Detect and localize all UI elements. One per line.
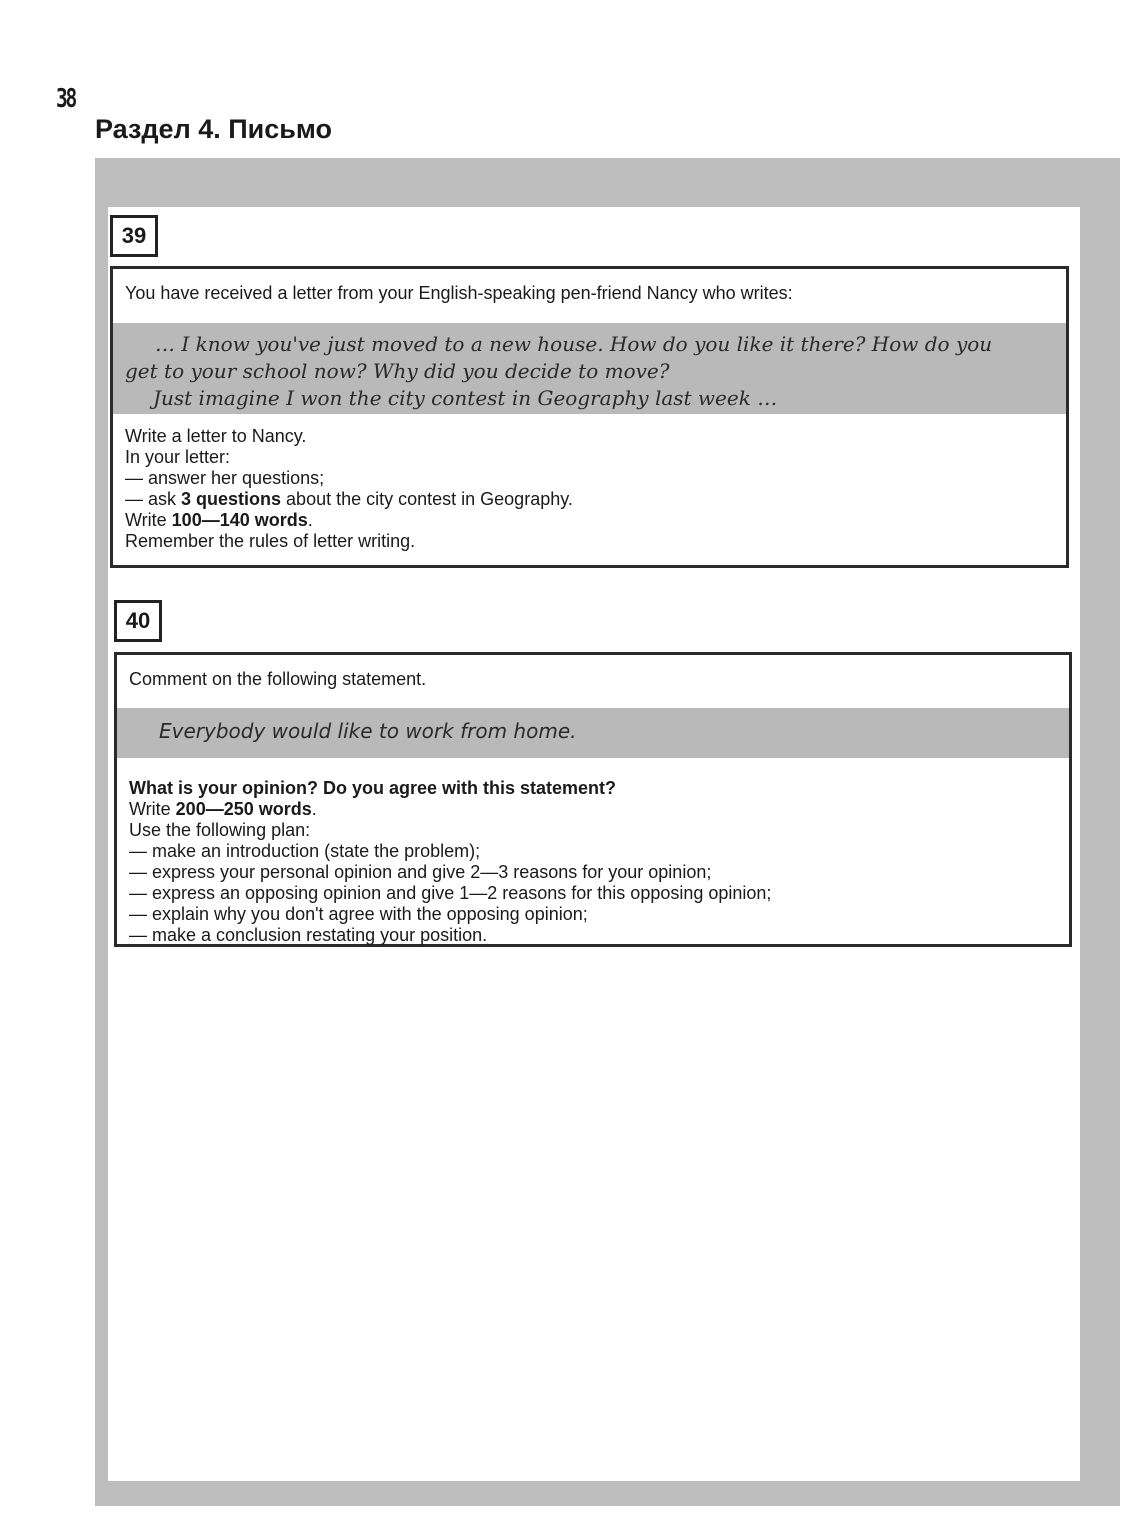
task-39-instr-1: Write a letter to Nancy. (125, 426, 307, 446)
task-40-words-post: . (311, 799, 317, 819)
task-40-plan-item: — express your personal opinion and give 2—3 reasons for your opinion; (129, 862, 712, 882)
task-39-instr-4-bold: 3 questions (181, 489, 282, 509)
task-40-box (114, 652, 1072, 947)
task-39-instr-4 (125, 489, 1054, 510)
task-40-intro: Comment on the following statement. (129, 669, 427, 689)
task-40-plan-item: — make a conclusion restating your position. (129, 925, 488, 945)
page-number: 38 (56, 84, 75, 114)
task-39-number: 39 (110, 215, 158, 257)
task-39-instr-4-pre: — ask (125, 489, 182, 509)
task-40-plan-item: — express an opposing opinion and give 1—2 reasons for this opposing opinion; (129, 883, 772, 903)
task-39-quote-line-1: … I know you've just moved to a new house. How do you like it there? How do you (155, 332, 993, 356)
task-40-words-pre: Write (129, 799, 176, 819)
task-40-plan-item: — make an introduction (state the problem); (129, 841, 481, 861)
task-39-quote (113, 323, 1066, 414)
task-39-instr-5-post: . (307, 510, 313, 530)
task-40-words-bold: 200—250 words (175, 799, 312, 819)
task-40-question: What is your opinion? Do you agree with this statement? (129, 778, 617, 798)
task-39-instructions (113, 414, 1066, 552)
task-40-quote: Everybody would like to work from home. (117, 708, 1069, 758)
task-39-instr-3: — answer her questions; (125, 468, 325, 488)
task-39-intro: You have received a letter from your English-speaking pen-friend Nancy who writes: (125, 283, 793, 303)
task-39-instr-6: Remember the rules of letter writing. (125, 531, 416, 551)
task-40-plan-intro: Use the following plan: (129, 820, 311, 840)
task-40-words (129, 799, 1057, 820)
task-39-quote-line-3: Just imagine I won the city contest in Geography last week … (153, 386, 778, 410)
task-40-number: 40 (114, 600, 162, 642)
task-39-instr-5-bold: 100—140 words (171, 510, 308, 530)
task-39-instr-2: In your letter: (125, 447, 231, 467)
task-39-instr-5 (125, 510, 1054, 531)
task-39-instr-5-pre: Write (125, 510, 172, 530)
task-40-plan-item: — explain why you don't agree with the opposing opinion; (129, 904, 588, 924)
task-39-quote-line-2: get to your school now? Why did you decide to move? (125, 359, 670, 383)
section-title: Раздел 4. Письмо (95, 114, 332, 144)
task-39-box (110, 266, 1069, 568)
task-39-instr-4-post: about the city contest in Geography. (281, 489, 573, 509)
task-40-instructions (117, 758, 1069, 946)
